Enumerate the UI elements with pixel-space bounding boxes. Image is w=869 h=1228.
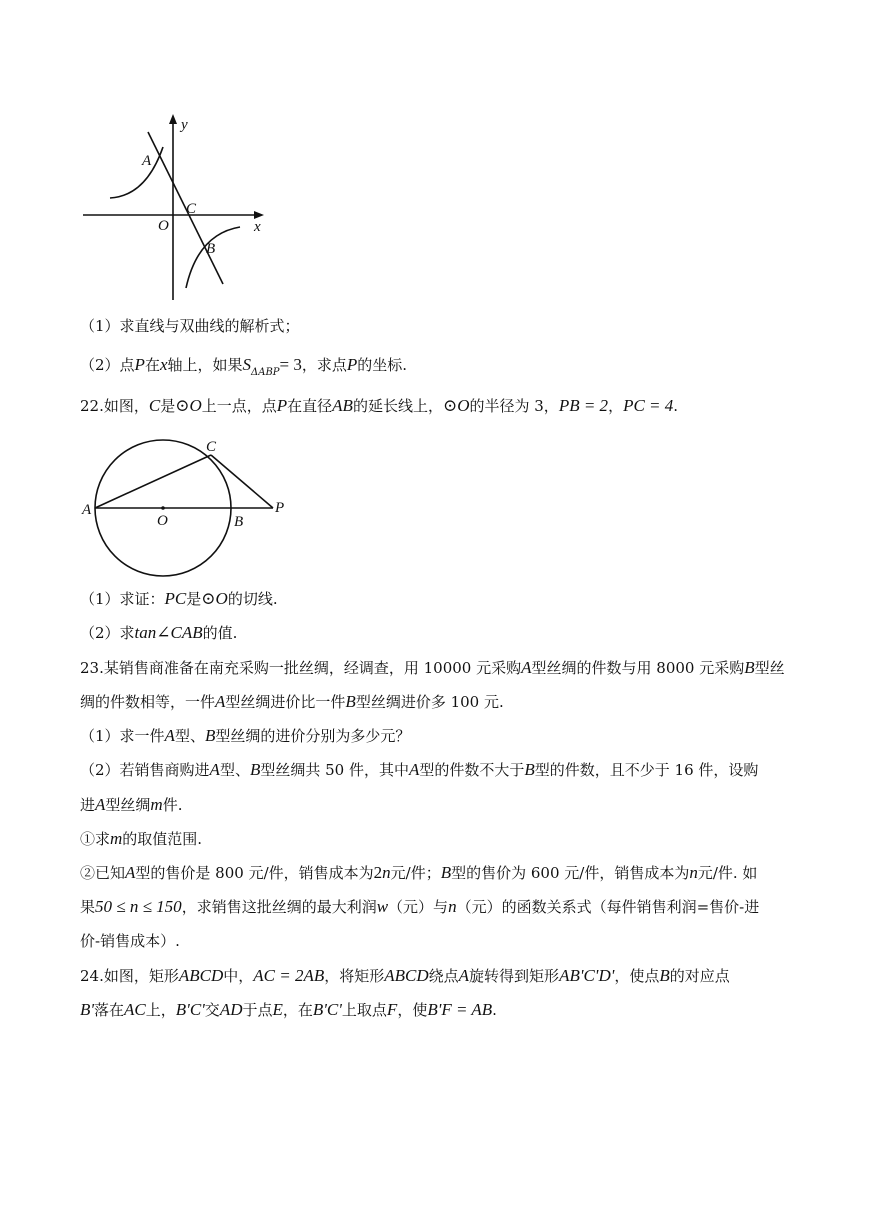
math-symbol: B — [744, 658, 755, 677]
text-fragment: . — [673, 397, 679, 415]
p23-question-1 — [80, 725, 800, 747]
text-fragment: . — [492, 1001, 497, 1019]
text-fragment: 22.如图， — [80, 397, 149, 415]
text-fragment: 24.如图，矩形 — [80, 967, 179, 985]
math-symbol: A — [215, 692, 226, 711]
text-fragment: 在直径 — [287, 397, 333, 415]
label-O: O — [158, 218, 169, 234]
math-symbol: n — [689, 863, 698, 882]
math-symbol: B — [659, 966, 670, 985]
math-symbol: B'C' — [312, 1000, 342, 1019]
text-fragment: 型的售价是 800 元/件，销售成本为 — [135, 864, 374, 882]
math-symbol: PC — [164, 589, 187, 608]
p21-question-1 — [80, 315, 800, 337]
text-fragment: 上取点 — [341, 1001, 387, 1019]
text-fragment: 型丝绸的进价分别为多少元？ — [215, 727, 411, 745]
text-fragment: 型的售价为 600 元/件，销售成本为 — [451, 864, 690, 882]
math-symbol: AD — [219, 1000, 243, 1019]
text-fragment: ，在 — [282, 1001, 313, 1019]
math-symbol: m — [150, 795, 163, 814]
y-axis-arrow — [169, 114, 177, 124]
math-symbol: ABCD — [384, 966, 429, 985]
math-symbol: B — [249, 760, 261, 779]
math-symbol: A — [125, 863, 136, 882]
math-symbol: w — [376, 897, 389, 916]
text-fragment: 是 — [160, 397, 176, 415]
math-symbol: x — [159, 355, 168, 374]
text-fragment: 是 — [186, 590, 202, 608]
text-fragment: ΔABP — [251, 367, 280, 378]
math-symbol: A — [95, 795, 106, 814]
text-fragment: 型的件数不大于 — [419, 761, 525, 779]
math-symbol: AC — [124, 1000, 146, 1019]
math-symbol: 2 — [373, 863, 383, 882]
math-symbol: AB — [332, 396, 353, 415]
text-fragment: 上一点，点 — [201, 397, 277, 415]
circle-figure — [78, 435, 298, 580]
text-fragment: （1）求证： — [80, 590, 165, 608]
math-symbol: ⊙O — [201, 589, 228, 608]
text-fragment: （2）若销售商购进 — [80, 761, 210, 779]
math-symbol: A — [521, 658, 532, 677]
p22-stem — [80, 395, 800, 417]
p23-question-2-line-1 — [80, 759, 800, 781]
text-fragment: 上， — [145, 1001, 176, 1019]
text-fragment: 型丝 — [754, 659, 785, 677]
math-symbol: ⊙O — [175, 396, 202, 415]
label-B: B — [206, 241, 216, 257]
text-fragment: 型丝绸进价比一件 — [225, 693, 346, 711]
label-O: O — [157, 513, 168, 529]
label-A: A — [82, 502, 92, 518]
text-fragment: 件. — [162, 796, 183, 814]
label-x: x — [254, 219, 261, 235]
math-symbol: P — [134, 355, 145, 374]
label-B: B — [234, 514, 244, 530]
text-fragment: 的坐标. — [357, 356, 408, 374]
segment-CP — [211, 455, 273, 508]
math-symbol: P — [276, 396, 288, 415]
p23-stem-line-1 — [80, 657, 800, 679]
text-fragment: 型丝绸共 50 件，其中 — [260, 761, 409, 779]
text-fragment: （元）与 — [388, 898, 449, 916]
text-fragment: 果 — [80, 898, 96, 916]
math-symbol: B — [440, 863, 452, 882]
text-fragment: 绸的件数相等，一件 — [80, 693, 216, 711]
text-fragment: ，将矩形 — [324, 967, 385, 985]
math-symbol: B'F = AB — [427, 1000, 493, 1019]
text-fragment: （1）求一件 — [80, 727, 165, 745]
label-y: y — [181, 117, 188, 133]
math-symbol: B'C' — [175, 1000, 205, 1019]
math-symbol: B — [524, 760, 535, 779]
math-symbol: = 3 — [279, 355, 302, 374]
label-A: A — [142, 153, 152, 169]
text-fragment: 交 — [204, 1001, 220, 1019]
text-fragment: 元/件. 如 — [697, 864, 758, 882]
math-symbol: PB = 2 — [558, 396, 609, 415]
math-symbol: AC = 2AB — [253, 966, 325, 985]
text-fragment: 中， — [223, 967, 254, 985]
p23-stem-line-2 — [80, 691, 800, 713]
p23-sub-question-1 — [80, 828, 800, 850]
math-symbol: B — [345, 692, 356, 711]
p23-question-2-line-2 — [80, 794, 800, 816]
p23-sub-question-2-line-2 — [80, 896, 800, 918]
text-fragment: 型的件数，且不少于 16 件，设购 — [534, 761, 759, 779]
text-fragment: 旋转得到矩形 — [469, 967, 560, 985]
math-symbol: S — [242, 355, 252, 374]
text-fragment: （元）的函数关系式（每件销售利润=售价-进 — [456, 898, 760, 916]
text-fragment: 进 — [80, 796, 96, 814]
math-symbol: P — [346, 355, 358, 374]
math-symbol: A — [209, 760, 220, 779]
math-symbol: A — [408, 760, 420, 779]
p23-sub-question-2-line-3 — [80, 930, 800, 952]
math-symbol: n — [382, 863, 391, 882]
text-fragment: 型丝绸进价多 100 元. — [355, 693, 504, 711]
text-fragment: ，求点 — [301, 356, 347, 374]
x-axis-arrow — [254, 211, 264, 219]
label-P: P — [275, 500, 285, 516]
text-fragment: 落在 — [94, 1001, 125, 1019]
text-fragment: 于点 — [242, 1001, 273, 1019]
text-fragment: ②已知 — [80, 864, 126, 882]
text-fragment: 的半径为 3， — [469, 397, 559, 415]
text-fragment: 的切线. — [227, 590, 278, 608]
text-fragment: ，求销售这批丝绸的最大利润 — [181, 898, 377, 916]
text-fragment: 轴上，如果 — [167, 356, 243, 374]
math-symbol: B — [204, 726, 216, 745]
text-fragment: （1）求直线与双曲线的解析式； — [80, 317, 300, 335]
center-dot — [161, 506, 165, 510]
text-fragment: （2）点 — [80, 356, 135, 374]
label-C: C — [186, 201, 197, 217]
text-fragment: 型、 — [219, 761, 250, 779]
text-fragment: 绕点 — [428, 967, 459, 985]
label-C: C — [206, 439, 217, 455]
math-symbol: PC = 4 — [623, 396, 674, 415]
math-symbol: tan∠CAB — [134, 623, 203, 642]
text-fragment: 的延长线上， — [352, 397, 443, 415]
math-symbol: 50 ≤ n ≤ 150 — [95, 897, 182, 916]
math-symbol: n — [448, 897, 457, 916]
math-symbol: E — [272, 1000, 283, 1019]
text-fragment: 型丝绸的件数与用 8000 元采购 — [531, 659, 745, 677]
math-symbol: AB'C'D' — [559, 966, 615, 985]
math-symbol: B' — [80, 1000, 95, 1019]
math-symbol: A — [458, 966, 470, 985]
math-symbol: m — [110, 829, 123, 848]
p24-stem-line-1 — [80, 965, 800, 987]
text-fragment: 元/件； — [390, 864, 441, 882]
text-fragment: 23.某销售商准备在南充采购一批丝绸，经调查，用 10000 元采购 — [80, 659, 522, 677]
math-symbol: A — [164, 726, 175, 745]
text-fragment: 的取值范围. — [122, 830, 203, 848]
text-fragment: ①求 — [80, 830, 111, 848]
text-fragment: 型、 — [174, 727, 205, 745]
p24-stem-line-2 — [80, 999, 800, 1021]
text-fragment: ， — [608, 397, 624, 415]
text-fragment: 的对应点 — [669, 967, 730, 985]
hyperbola-left-branch — [110, 147, 163, 198]
math-symbol: ABCD — [178, 966, 224, 985]
text-fragment: ，使 — [397, 1001, 428, 1019]
hyperbola-right-branch — [186, 227, 240, 288]
math-symbol: F — [386, 1000, 398, 1019]
p22-question-2 — [80, 622, 800, 644]
math-symbol: ⊙O — [442, 396, 470, 415]
text-fragment: 型丝绸 — [105, 796, 151, 814]
text-fragment: 价-销售成本）. — [80, 932, 180, 950]
coordinate-figure — [78, 112, 278, 307]
p21-question-2 — [80, 354, 800, 379]
text-fragment: ，使点 — [614, 967, 660, 985]
p23-sub-question-2-line-1 — [80, 862, 800, 884]
text-fragment: 在 — [144, 356, 160, 374]
text-fragment: 的值. — [202, 624, 238, 642]
math-symbol: C — [148, 396, 161, 415]
p22-question-1 — [80, 588, 800, 610]
text-fragment: （2）求 — [80, 624, 135, 642]
